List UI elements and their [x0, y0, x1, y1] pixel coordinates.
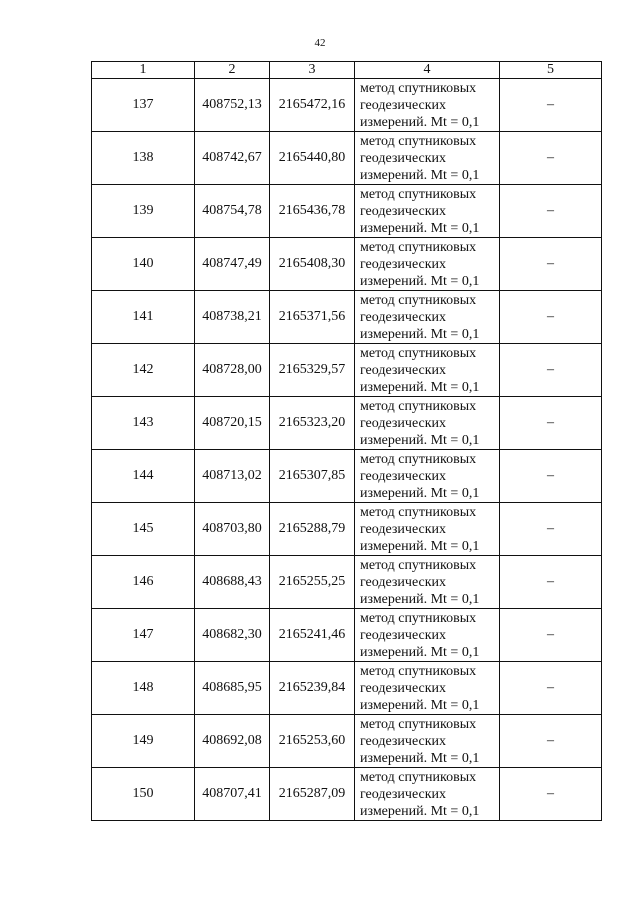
method-line: геодезических [360, 786, 447, 802]
method-line: метод спутниковых [360, 398, 477, 414]
method-cell [355, 450, 500, 503]
table-row [92, 397, 602, 450]
table-row [92, 609, 602, 662]
x-coordinate-cell: 408692,08 [195, 715, 270, 768]
method-cell [355, 185, 500, 238]
method-line: геодезических [360, 574, 447, 590]
method-line: измерений. Mt = 0,1 [360, 326, 480, 342]
note-cell: – [500, 132, 602, 185]
table-row [92, 503, 602, 556]
method-line: геодезических [360, 97, 447, 113]
method-line: измерений. Mt = 0,1 [360, 697, 480, 713]
point-number-cell: 150 [92, 768, 195, 821]
method-line: измерений. Mt = 0,1 [360, 379, 480, 395]
method-line: геодезических [360, 309, 447, 325]
table-row [92, 291, 602, 344]
note-cell: – [500, 503, 602, 556]
point-number-cell: 141 [92, 291, 195, 344]
method-line: измерений. Mt = 0,1 [360, 273, 480, 289]
note-cell: – [500, 768, 602, 821]
y-coordinate-cell: 2165323,20 [270, 397, 355, 450]
table-row [92, 79, 602, 132]
method-line: метод спутниковых [360, 716, 477, 732]
method-line: геодезических [360, 468, 447, 484]
method-line: измерений. Mt = 0,1 [360, 750, 480, 766]
y-coordinate-cell: 2165253,60 [270, 715, 355, 768]
method-line: метод спутниковых [360, 610, 477, 626]
method-line: геодезических [360, 203, 447, 219]
method-line: метод спутниковых [360, 186, 477, 202]
x-coordinate-cell: 408738,21 [195, 291, 270, 344]
note-cell: – [500, 556, 602, 609]
y-coordinate-cell: 2165287,09 [270, 768, 355, 821]
point-number-cell: 137 [92, 79, 195, 132]
method-line: метод спутниковых [360, 80, 477, 96]
y-coordinate-cell: 2165288,79 [270, 503, 355, 556]
method-line: геодезических [360, 680, 447, 696]
table-row [92, 132, 602, 185]
method-line: геодезических [360, 415, 447, 431]
y-coordinate-cell: 2165307,85 [270, 450, 355, 503]
point-number-cell: 138 [92, 132, 195, 185]
y-coordinate-cell: 2165440,80 [270, 132, 355, 185]
method-line: измерений. Mt = 0,1 [360, 803, 480, 819]
coordinates-table [91, 61, 602, 821]
method-line: метод спутниковых [360, 292, 477, 308]
method-line: метод спутниковых [360, 504, 477, 520]
table-row [92, 662, 602, 715]
method-cell [355, 503, 500, 556]
method-cell [355, 291, 500, 344]
note-cell: – [500, 397, 602, 450]
point-number-cell: 147 [92, 609, 195, 662]
point-number-cell: 145 [92, 503, 195, 556]
method-cell [355, 715, 500, 768]
header-col-3: 3 [270, 62, 355, 79]
table-row [92, 238, 602, 291]
point-number-cell: 146 [92, 556, 195, 609]
x-coordinate-cell: 408754,78 [195, 185, 270, 238]
method-cell [355, 662, 500, 715]
table-body [92, 79, 602, 821]
header-col-1: 1 [92, 62, 195, 79]
x-coordinate-cell: 408685,95 [195, 662, 270, 715]
method-line: метод спутниковых [360, 451, 477, 467]
table-row [92, 556, 602, 609]
header-col-5: 5 [500, 62, 602, 79]
method-line: геодезических [360, 256, 447, 272]
point-number-cell: 143 [92, 397, 195, 450]
method-line: измерений. Mt = 0,1 [360, 220, 480, 236]
method-cell [355, 132, 500, 185]
y-coordinate-cell: 2165255,25 [270, 556, 355, 609]
y-coordinate-cell: 2165241,46 [270, 609, 355, 662]
method-line: метод спутниковых [360, 769, 477, 785]
point-number-cell: 139 [92, 185, 195, 238]
page-number: 42 [314, 37, 326, 49]
method-line: измерений. Mt = 0,1 [360, 644, 480, 660]
method-cell [355, 609, 500, 662]
method-line: измерений. Mt = 0,1 [360, 485, 480, 501]
x-coordinate-cell: 408747,49 [195, 238, 270, 291]
header-col-4: 4 [355, 62, 500, 79]
note-cell: – [500, 238, 602, 291]
table-row [92, 344, 602, 397]
method-cell [355, 344, 500, 397]
x-coordinate-cell: 408688,43 [195, 556, 270, 609]
x-coordinate-cell: 408742,67 [195, 132, 270, 185]
method-line: измерений. Mt = 0,1 [360, 538, 480, 554]
method-cell [355, 768, 500, 821]
method-cell [355, 79, 500, 132]
method-line: геодезических [360, 733, 447, 749]
point-number-cell: 142 [92, 344, 195, 397]
note-cell: – [500, 344, 602, 397]
note-cell: – [500, 291, 602, 344]
method-line: метод спутниковых [360, 557, 477, 573]
table-row [92, 768, 602, 821]
method-line: метод спутниковых [360, 239, 477, 255]
note-cell: – [500, 450, 602, 503]
note-cell: – [500, 662, 602, 715]
method-cell [355, 238, 500, 291]
method-line: геодезических [360, 521, 447, 537]
x-coordinate-cell: 408682,30 [195, 609, 270, 662]
method-line: метод спутниковых [360, 663, 477, 679]
method-line: метод спутниковых [360, 345, 477, 361]
method-line: метод спутниковых [360, 133, 477, 149]
y-coordinate-cell: 2165239,84 [270, 662, 355, 715]
method-line: измерений. Mt = 0,1 [360, 591, 480, 607]
x-coordinate-cell: 408713,02 [195, 450, 270, 503]
point-number-cell: 149 [92, 715, 195, 768]
note-cell: – [500, 185, 602, 238]
x-coordinate-cell: 408728,00 [195, 344, 270, 397]
note-cell: – [500, 715, 602, 768]
method-line: геодезических [360, 150, 447, 166]
point-number-cell: 148 [92, 662, 195, 715]
method-line: измерений. Mt = 0,1 [360, 114, 480, 130]
x-coordinate-cell: 408720,15 [195, 397, 270, 450]
x-coordinate-cell: 408752,13 [195, 79, 270, 132]
table-row [92, 715, 602, 768]
table-header-row [92, 62, 602, 79]
table-row [92, 450, 602, 503]
y-coordinate-cell: 2165408,30 [270, 238, 355, 291]
method-cell [355, 397, 500, 450]
note-cell: – [500, 609, 602, 662]
note-cell: – [500, 79, 602, 132]
method-line: геодезических [360, 362, 447, 378]
header-col-2: 2 [195, 62, 270, 79]
point-number-cell: 144 [92, 450, 195, 503]
method-cell [355, 556, 500, 609]
method-line: геодезических [360, 627, 447, 643]
y-coordinate-cell: 2165329,57 [270, 344, 355, 397]
method-line: измерений. Mt = 0,1 [360, 167, 480, 183]
method-line: измерений. Mt = 0,1 [360, 432, 480, 448]
x-coordinate-cell: 408707,41 [195, 768, 270, 821]
y-coordinate-cell: 2165472,16 [270, 79, 355, 132]
y-coordinate-cell: 2165436,78 [270, 185, 355, 238]
point-number-cell: 140 [92, 238, 195, 291]
x-coordinate-cell: 408703,80 [195, 503, 270, 556]
table-row [92, 185, 602, 238]
y-coordinate-cell: 2165371,56 [270, 291, 355, 344]
